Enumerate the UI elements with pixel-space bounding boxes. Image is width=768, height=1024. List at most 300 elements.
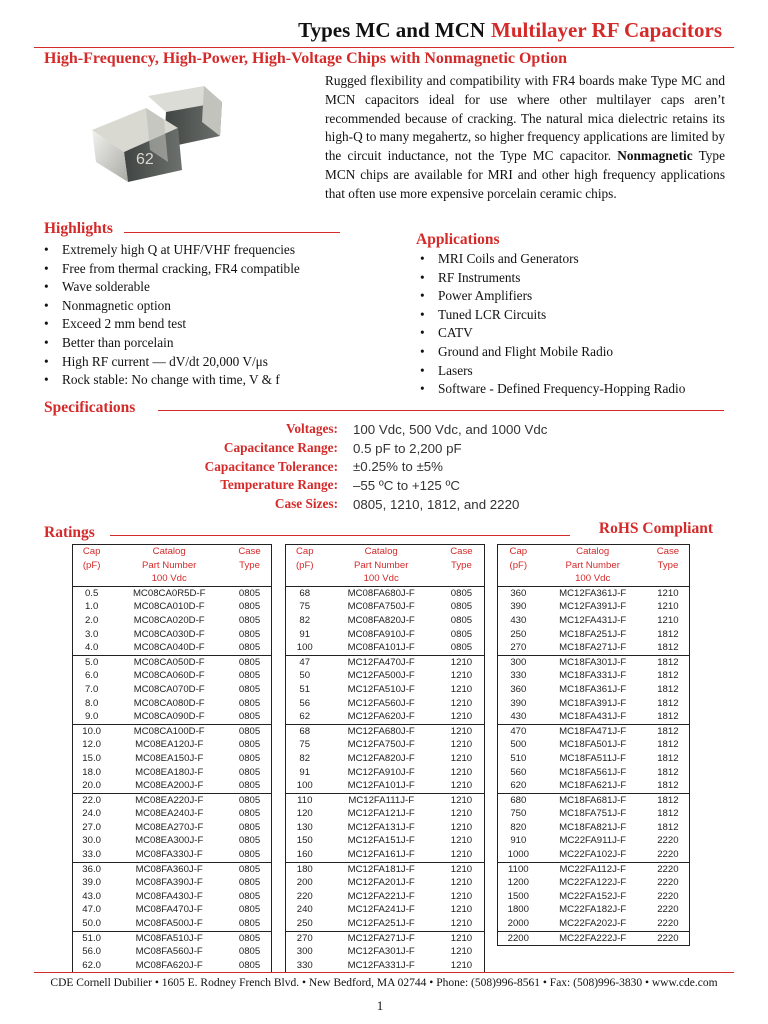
header-part-number: Part Number — [142, 559, 197, 571]
table-row — [498, 600, 690, 614]
table-row — [498, 903, 690, 917]
table-row — [498, 862, 690, 876]
table-row — [286, 931, 485, 945]
cap-value: 0.5 — [84, 587, 99, 599]
cap-value: 51.0 — [73, 931, 111, 945]
voltage-label: 100 Vdc — [110, 572, 228, 586]
table-row — [73, 945, 272, 959]
case-type: 0805 — [238, 849, 261, 861]
cap-value: 270 — [510, 642, 527, 654]
cap-value: 500 — [510, 739, 527, 751]
intro-text-1: Rugged flexibility and compatibility with FR4 boards make Type MC and MCN capacitors ideal for use where other multilayer caps aren’t recommended because of cracking. The natural mica dielectric retains its high-Q to many megahertz, so higher frequency applications are limited by the circuit inductance, not the Type MC capacitor. — [325, 73, 725, 164]
table-row — [498, 697, 690, 711]
highlights-list — [42, 241, 300, 390]
cap-value: 9.0 — [84, 711, 99, 723]
spec-value: ±0.25% to ±5% — [353, 459, 443, 475]
cap-value: 910 — [510, 835, 527, 847]
part-number: MC12FA470J-F — [324, 655, 439, 669]
list-item: • Rock stable: No change with time, V & f — [42, 371, 300, 390]
case-type: 0805 — [238, 614, 261, 626]
case-type: 0805 — [238, 683, 261, 695]
cap-value: 620 — [510, 780, 527, 792]
case-type: 0805 — [238, 959, 261, 971]
list-item: • MRI Coils and Generators — [418, 250, 685, 269]
case-type: 1812 — [657, 697, 679, 709]
case-type: 0805 — [450, 587, 473, 599]
part-number: MC18FA391J-F — [559, 697, 627, 709]
table-row — [286, 628, 485, 642]
header-case: Case — [656, 546, 680, 557]
part-number: MC08EA150J-F — [135, 752, 204, 764]
case-type: 0805 — [238, 711, 261, 723]
case-type: 0805 — [238, 808, 261, 820]
part-number: MC08FA360J-F — [110, 862, 228, 876]
case-type: 0805 — [238, 780, 261, 792]
cap-value: 430 — [510, 614, 527, 626]
part-number: MC18FA331J-F — [559, 670, 627, 682]
table-header-row — [286, 545, 485, 559]
cap-value: 430 — [510, 711, 527, 723]
part-number: MC08FA680J-F — [347, 587, 415, 599]
table-row — [73, 710, 272, 724]
case-type: 0805 — [228, 724, 271, 738]
table-row — [498, 614, 690, 628]
table-row — [73, 600, 272, 614]
title-types: Types MC and MCN — [298, 18, 486, 42]
table-row — [286, 848, 485, 862]
table-row — [73, 876, 272, 890]
case-type: 2220 — [647, 931, 690, 946]
table-row — [73, 683, 272, 697]
cap-value: 180 — [286, 862, 324, 876]
list-item: • Nonmagnetic option — [42, 297, 300, 316]
part-number: MC12FA820J-F — [347, 752, 415, 764]
table-row — [286, 683, 485, 697]
footer-rule — [34, 972, 734, 973]
table-row — [73, 862, 272, 876]
part-number: MC08EA180J-F — [135, 766, 204, 778]
table-row — [498, 793, 690, 807]
case-type: 0805 — [228, 655, 271, 669]
case-type: 1812 — [657, 821, 679, 833]
part-number: MC12FA251J-F — [347, 918, 415, 930]
part-number: MC08EA220J-F — [110, 793, 228, 807]
cap-value: 330 — [296, 959, 313, 971]
spec-label: Capacitance Range: — [223, 440, 338, 456]
header-cap-unit: (pF) — [509, 559, 528, 571]
cap-value: 120 — [296, 808, 313, 820]
table-row — [73, 834, 272, 848]
case-type: 0805 — [238, 821, 261, 833]
part-number: MC12FA221J-F — [347, 890, 415, 902]
table-row — [498, 710, 690, 724]
part-number: MC08EA300J-F — [135, 835, 204, 847]
case-type: 0805 — [238, 766, 261, 778]
cap-value: 2000 — [507, 918, 529, 930]
case-type: 1210 — [450, 946, 473, 958]
cap-value: 6.0 — [84, 670, 99, 682]
cap-value: 250 — [296, 918, 313, 930]
header-cap: Cap — [295, 546, 314, 557]
page-subtitle: High-Frequency, High-Power, High-Voltage Chips with Nonmagnetic Option — [44, 50, 567, 67]
case-type: 1210 — [657, 614, 679, 626]
case-type: 0805 — [238, 642, 261, 654]
case-type: 0805 — [450, 628, 473, 640]
part-number: MC22FA152J-F — [559, 890, 627, 902]
part-number: MC22FA102J-F — [559, 849, 627, 861]
cap-value: 91 — [299, 766, 311, 778]
case-type: 1210 — [450, 959, 473, 971]
table-row — [73, 655, 272, 669]
case-type: 0805 — [238, 587, 261, 599]
cap-value: 150 — [296, 835, 313, 847]
case-type: 2220 — [657, 904, 679, 916]
header-part-number: Part Number — [354, 559, 409, 571]
table-row — [73, 793, 272, 807]
cap-value: 7.0 — [84, 683, 99, 695]
part-number: MC18FA821J-F — [559, 821, 627, 833]
table-row — [498, 628, 690, 642]
case-type: 0805 — [238, 890, 261, 902]
table-row — [498, 669, 690, 683]
table-row — [286, 614, 485, 628]
part-number: MC18FA251J-F — [559, 628, 627, 640]
list-item: • Free from thermal cracking, FR4 compatible — [42, 260, 300, 279]
table-row — [498, 876, 690, 890]
part-number: MC12FA391J-F — [559, 601, 627, 613]
part-number: MC18FA431J-F — [559, 711, 627, 723]
table-row — [498, 917, 690, 931]
part-number: MC12FA750J-F — [347, 739, 415, 751]
part-number: MC12FA331J-F — [347, 959, 415, 971]
part-number: MC12FA121J-F — [347, 808, 415, 820]
specifications-heading: Specifications — [44, 399, 136, 416]
cap-value: 1.0 — [84, 601, 99, 613]
header-part-number: Part Number — [565, 559, 620, 571]
table-row — [73, 628, 272, 642]
table-voltage-row — [286, 572, 485, 586]
table-row — [286, 766, 485, 780]
specifications-table — [100, 420, 547, 513]
table-row — [286, 641, 485, 655]
cap-value: 50 — [299, 670, 311, 682]
list-item: • Software - Defined Frequency-Hopping Radio — [418, 380, 685, 399]
cap-value: 18.0 — [82, 766, 101, 778]
part-number: MC08FA910J-F — [347, 628, 415, 640]
table-row — [73, 917, 272, 931]
list-item: • Lasers — [418, 362, 685, 381]
part-number: MC18FA561J-F — [559, 766, 627, 778]
spec-label: Temperature Range: — [220, 477, 338, 493]
part-number: MC12FA201J-F — [347, 877, 415, 889]
cap-value: 1200 — [507, 877, 529, 889]
case-type: 0805 — [238, 877, 261, 889]
header-case: Case — [450, 546, 473, 557]
intro-bold: Nonmagnetic — [617, 148, 693, 164]
page-number: 1 — [376, 998, 384, 1013]
table-row — [286, 945, 485, 959]
part-number: MC12FA131J-F — [347, 821, 415, 833]
spec-row — [100, 495, 547, 514]
case-type: 1812 — [657, 711, 679, 723]
header-case-type: Type — [451, 559, 472, 571]
case-type: 1210 — [657, 587, 679, 599]
table-header-row — [498, 545, 690, 559]
part-number: MC08CA060D-F — [133, 670, 205, 682]
cap-value: 2200 — [498, 931, 539, 946]
cap-value: 5.0 — [73, 655, 111, 669]
table-row — [498, 890, 690, 904]
voltage-label: 100 Vdc — [539, 572, 647, 586]
table-row — [498, 724, 690, 738]
list-item: • Better than porcelain — [42, 334, 300, 353]
case-type: 1210 — [450, 918, 473, 930]
cap-value: 75 — [299, 739, 311, 751]
cap-value: 36.0 — [73, 862, 111, 876]
table-row — [286, 669, 485, 683]
list-item: • CATV — [418, 324, 685, 343]
applications-list — [418, 250, 685, 399]
cap-value: 56.0 — [82, 946, 101, 958]
list-item: • Exceed 2 mm bend test — [42, 315, 300, 334]
case-type: 1812 — [657, 642, 679, 654]
table-row — [498, 821, 690, 835]
cap-value: 56 — [299, 697, 311, 709]
case-type: 2220 — [657, 835, 679, 847]
part-number: MC08CA010D-F — [133, 601, 205, 613]
cap-value: 330 — [510, 670, 527, 682]
table-row — [73, 821, 272, 835]
applications-heading: Applications — [416, 231, 500, 248]
case-type: 0805 — [238, 628, 261, 640]
case-type: 1210 — [439, 655, 485, 669]
footer-contact: CDE Cornell Dubilier • 1605 E. Rodney French Blvd. • New Bedford, MA 02744 • Phone: (508)996-8561 • Fax: (508)996-3830 • www.cde.com — [50, 977, 718, 989]
cap-value: 750 — [510, 808, 527, 820]
case-type: 1210 — [450, 835, 473, 847]
part-number: MC08FA330J-F — [135, 849, 203, 861]
part-number: MC22FA182J-F — [559, 904, 627, 916]
case-type: 1210 — [450, 877, 473, 889]
header-part-number: Catalog — [576, 546, 610, 557]
part-number: MC08FA620J-F — [135, 959, 203, 971]
cap-value: 82 — [299, 614, 311, 626]
table-header-row — [498, 559, 690, 573]
highlights-rule — [124, 232, 340, 233]
case-type: 1210 — [450, 808, 473, 820]
part-number: MC08FA820J-F — [347, 614, 415, 626]
table-row — [498, 848, 690, 862]
case-type: 0805 — [238, 946, 261, 958]
table-row — [73, 669, 272, 683]
part-number: MC08CA020D-F — [133, 614, 205, 626]
case-type: 2220 — [657, 849, 679, 861]
table-row — [498, 683, 690, 697]
table-row — [73, 697, 272, 711]
part-number: MC12FA500J-F — [347, 670, 415, 682]
cap-value: 360 — [510, 587, 527, 599]
table-row — [286, 724, 485, 738]
table-header-row — [73, 559, 272, 573]
table-row — [73, 752, 272, 766]
case-type: 0805 — [238, 601, 261, 613]
list-item: • Wave solderable — [42, 278, 300, 297]
cap-value: 130 — [296, 821, 313, 833]
cap-value: 62.0 — [82, 959, 101, 971]
table-row — [286, 779, 485, 793]
spec-label: Voltages: — [286, 421, 338, 437]
cap-value: 15.0 — [82, 752, 101, 764]
header-part-number: Catalog — [152, 546, 186, 557]
table-row — [286, 752, 485, 766]
page-title — [298, 18, 722, 43]
table-row — [498, 586, 690, 600]
case-type: 1210 — [450, 821, 473, 833]
cap-value: 4.0 — [84, 642, 99, 654]
table-row — [498, 641, 690, 655]
part-number: MC12FA510J-F — [347, 683, 415, 695]
case-type: 1210 — [439, 724, 485, 738]
cap-value: 39.0 — [82, 877, 101, 889]
part-number: MC08CA090D-F — [133, 711, 205, 723]
case-type: 1812 — [657, 780, 679, 792]
case-type: 2220 — [647, 862, 690, 876]
table-row — [286, 738, 485, 752]
case-type: 1210 — [450, 683, 473, 695]
cap-value: 250 — [510, 628, 527, 640]
table-voltage-row — [73, 572, 272, 586]
case-type: 1210 — [439, 793, 485, 807]
intro-paragraph — [325, 72, 725, 204]
case-type: 0805 — [450, 614, 473, 626]
case-type: 1812 — [657, 766, 679, 778]
table-row — [73, 614, 272, 628]
cap-value: 62 — [299, 711, 311, 723]
case-type: 1210 — [657, 601, 679, 613]
case-type: 1210 — [439, 931, 485, 945]
table-header-row — [286, 559, 485, 573]
case-type: 1210 — [450, 904, 473, 916]
header-rule — [34, 47, 734, 48]
case-type: 2220 — [657, 877, 679, 889]
cap-value: 100 — [296, 780, 313, 792]
cap-value: 47.0 — [82, 904, 101, 916]
table-voltage-row — [498, 572, 690, 586]
part-number: MC08EA240J-F — [135, 808, 204, 820]
spec-value: 0805, 1210, 1812, and 2220 — [353, 496, 520, 512]
case-type: 2220 — [657, 890, 679, 902]
part-number: MC08EA200J-F — [135, 780, 204, 792]
case-type: 1210 — [450, 780, 473, 792]
list-item: • High RF current — dV/dt 20,000 V/μs — [42, 353, 300, 372]
chip-marking: 62 — [136, 151, 154, 168]
cap-value: 50.0 — [82, 918, 101, 930]
case-type: 0805 — [450, 642, 473, 654]
spec-row — [100, 457, 547, 476]
part-number: MC08FA101J-F — [347, 642, 415, 654]
cap-value: 470 — [498, 724, 539, 738]
header-case: Case — [238, 546, 261, 557]
cap-value: 200 — [296, 877, 313, 889]
table-row — [286, 710, 485, 724]
cap-value: 510 — [510, 752, 527, 764]
case-type: 0805 — [238, 697, 261, 709]
case-type: 0805 — [238, 835, 261, 847]
spec-label: Capacitance Tolerance: — [204, 458, 338, 474]
header-cap: Cap — [509, 546, 528, 557]
cap-value: 51 — [299, 683, 311, 695]
table-row — [286, 793, 485, 807]
specifications-rule — [158, 410, 724, 411]
table-row — [73, 766, 272, 780]
cap-value: 820 — [510, 821, 527, 833]
cap-value: 240 — [296, 904, 313, 916]
part-number: MC22FA911J-F — [559, 835, 626, 847]
cap-value: 27.0 — [82, 821, 101, 833]
part-number: MC12FA111J-F — [324, 793, 439, 807]
table-row — [498, 738, 690, 752]
case-type: 1812 — [647, 655, 690, 669]
part-number: MC18FA471J-F — [539, 724, 647, 738]
rohs-compliant-label: RoHS Compliant — [598, 520, 713, 537]
case-type: 2220 — [657, 918, 679, 930]
part-number: MC12FA271J-F — [324, 931, 439, 945]
cap-value: 24.0 — [82, 808, 101, 820]
part-number: MC08CA080D-F — [133, 697, 205, 709]
cap-value: 33.0 — [82, 849, 101, 861]
cap-value: 390 — [510, 601, 527, 613]
capacitor-chip-photo — [86, 78, 246, 188]
table-row — [73, 890, 272, 904]
part-number: MC08EA270J-F — [135, 821, 204, 833]
part-number: MC08CA040D-F — [133, 642, 205, 654]
table-row — [498, 779, 690, 793]
cap-value: 10.0 — [73, 724, 111, 738]
cap-value: 30.0 — [82, 835, 101, 847]
header-case-type: Type — [657, 559, 679, 571]
part-number: MC08FA470J-F — [135, 904, 203, 916]
part-number: MC08CA070D-F — [133, 683, 205, 695]
table-row — [73, 779, 272, 793]
part-number: MC18FA751J-F — [559, 808, 627, 820]
part-number: MC12FA361J-F — [559, 587, 627, 599]
table-row — [73, 959, 272, 973]
part-number: MC18FA301J-F — [539, 655, 647, 669]
case-type: 1812 — [647, 793, 690, 807]
part-number: MC12FA431J-F — [559, 614, 627, 626]
header-part-number: Catalog — [364, 546, 398, 557]
case-type: 0805 — [238, 904, 261, 916]
cap-value: 47 — [286, 655, 324, 669]
table-row — [286, 807, 485, 821]
case-type: 0805 — [228, 862, 271, 876]
part-number: MC12FA101J-F — [347, 780, 415, 792]
list-item: • Extremely high Q at UHF/VHF frequencies — [42, 241, 300, 260]
table-row — [498, 834, 690, 848]
table-row — [498, 931, 690, 946]
part-number: MC12FA241J-F — [347, 904, 415, 916]
case-type: 0805 — [228, 793, 271, 807]
cap-value: 22.0 — [73, 793, 111, 807]
case-type: 1210 — [450, 697, 473, 709]
table-row — [498, 655, 690, 669]
spec-row — [100, 476, 547, 495]
highlights-heading: Highlights — [44, 220, 113, 237]
table-row — [286, 862, 485, 876]
cap-value: 20.0 — [82, 780, 101, 792]
part-number: MC22FA202J-F — [559, 918, 627, 930]
spec-value: 0.5 pF to 2,200 pF — [353, 440, 462, 456]
cap-value: 68 — [286, 724, 324, 738]
